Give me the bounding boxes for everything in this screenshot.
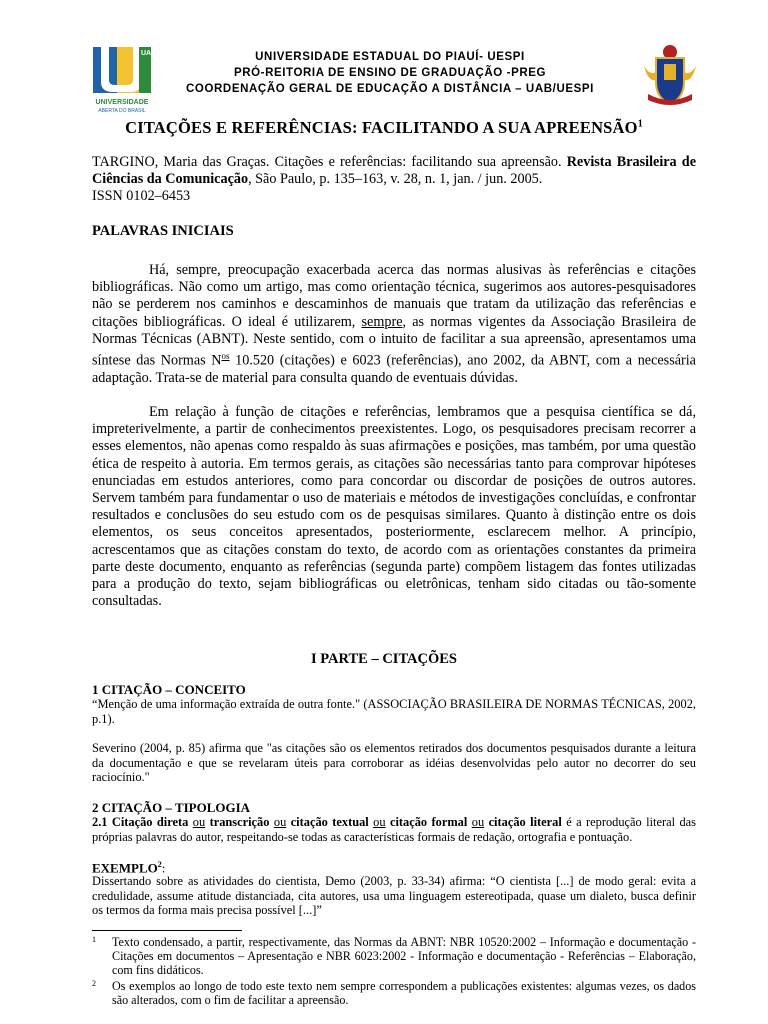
ou-3: ou bbox=[373, 815, 386, 829]
p1-text-a: Há, sempre, preocupação exacerbada acerca das normas alusivas às referências e citações bibliográficas. Não como um artigo, mas como orientação técnica, sugerimos aos autores-pesquisadores não se perderem nos caminhos e descaminhos de manuais que tratam da utilização das referências e citações bibliográficas. O ideal é utilizarem, bbox=[92, 262, 696, 330]
example-text: Dissertando sobre as atividades do cientista, Demo (2003, p. 33-34) afirma: “O cientista [...] de modo geral: evita a credulidade, assume atitude distanciada, cita autores, usa uma linguagem estereotipada, quase um dialeto, busca definir os termos da forma mais precisa possível [...]” bbox=[92, 874, 696, 918]
citation-concept-heading: 1 CITAÇÃO – CONCEITO bbox=[92, 682, 246, 697]
footnote-divider bbox=[92, 930, 242, 931]
term-3: citação textual bbox=[290, 815, 369, 829]
citation-concept-quote: “Menção de uma informação extraída de outra fonte." (ASSOCIAÇÃO BRASILEIRA DE NORMAS TÉCNICAS, 2002, p.1). bbox=[92, 697, 696, 726]
paragraph-2: Em relação à função de citações e referências, lembramos que a pesquisa científica se dá, impreterivelmente, a partir de conhecimentos preexistentes. Logo, os pesquisadores precisam recorrer a esses elementos, não apenas como respaldo às suas afirmações e posições, mas também, por uma questão ética de respeito à autoria. Em termos gerais, as citações são necessárias tanto para comprovar hipóteses enunciadas em estudos anteriores, como para concordar ou discordar de posições de outros autores. Servem também para fundamentar o uso de materiais e métodos de investigações concluídas, e confrontar resultados e conclusões do seu estudo com os de pesquisas similares. Quanto à distinção entre os dois elementos, os seus conceitos apresentados, posteriormente, esclarecem melhor. A princípio, acrescentamos que as citações constam do texto, de acordo com as orientações constantes da primeira parte deste documento, enquanto as referências (segunda parte) compõem listagem das fontes utilizadas para a produção do texto, sejam bibliográficas ou eletrônicas, tenham sido citadas ou tão-somente consultadas. bbox=[92, 404, 696, 610]
p1-sup: os bbox=[221, 351, 230, 362]
example-heading-text: EXEMPLO bbox=[92, 860, 158, 876]
footnote-2-mark: 2 bbox=[92, 979, 96, 988]
definition-rest: é a reprodução literal das próprias palavras do autor, respeitando-se todas as características formais de redação, ortografia e pontuação. bbox=[92, 815, 696, 844]
ou-4: ou bbox=[471, 815, 485, 829]
footnote-1-mark: 1 bbox=[92, 935, 96, 944]
uab-logo-text-1: UNIVERSIDADE bbox=[95, 99, 149, 106]
term-2: transcrição bbox=[209, 815, 270, 829]
uab-logo bbox=[91, 44, 157, 116]
institution-line-2: PRÓ-REITORIA DE ENSINO DE GRADUAÇÃO -PREG bbox=[233, 67, 547, 79]
p1-text-b: , as normas vigentes da Associação Brasileira de Normas Técnicas (ABNT). Neste sentido, com o intuito de facilitar a sua apreensão, apresentamos uma síntese das Normas N bbox=[92, 313, 696, 369]
reference-part-2: , São Paulo, p. 135–163, v. 28, n. 1, jan. / jun. 2005. bbox=[248, 171, 543, 188]
institution-line-1: UNIVERSIDADE ESTADUAL DO PIAUÍ- UESPI bbox=[255, 51, 525, 63]
term-1: 2.1 Citação direta bbox=[92, 815, 189, 829]
footnote-2-text: Os exemplos ao longo de todo este texto nem sempre correspondem a publicações existentes: algumas vezes, os dados são alterados, com o fim de facilitar a apreensão. bbox=[112, 979, 696, 1008]
direct-citation-definition bbox=[92, 815, 696, 844]
p1-underlined: sempre bbox=[361, 313, 403, 330]
severino-quote: Severino (2004, p. 85) afirma que "as citações são os elementos retirados dos documentos pesquisados durante a leitura da documentação e que se revelaram úteis para corroborar as idéias desenvolvidas pelo autor no decorrer do seu raciocínio." bbox=[92, 741, 696, 785]
footnote-1 bbox=[92, 935, 696, 978]
footnote-2 bbox=[92, 979, 696, 1007]
institution-line-3: COORDENAÇÃO GERAL DE EDUCAÇÃO A DISTÂNCIA – UAB/UESPI bbox=[186, 83, 594, 95]
p1-text-c: 10.520 (citações) e 6023 (referências), ano 2002, da ABNT, com a necessária adaptação. Trata-se de material para consulta quando de eventuais dúvidas. bbox=[92, 352, 696, 386]
term-4: citação formal bbox=[389, 815, 468, 829]
title-footnote-mark: 1 bbox=[637, 118, 643, 130]
term-5: citação literal bbox=[488, 815, 562, 829]
document-title bbox=[80, 118, 688, 138]
section-heading-palavras: PALAVRAS INICIAIS bbox=[92, 223, 234, 239]
issn: ISSN 0102–6453 bbox=[92, 188, 191, 204]
uab-logo-text-2: ABERTA DO BRASIL bbox=[98, 108, 146, 114]
part-heading: I PARTE – CITAÇÕES bbox=[311, 651, 457, 667]
example-footnote-mark: 2 bbox=[157, 860, 162, 869]
footnote-1-text: Texto condensado, a partir, respectivamente, das Normas da ABNT: NBR 10520:2002 – Informação e documentação - Citações em documentos – Apresentação e NBR 6023:2002 - Informação e documentação - Referências – Elaboração, com fins didáticos. bbox=[112, 935, 696, 978]
uespi-crest-logo bbox=[640, 42, 700, 108]
paragraph-1 bbox=[92, 262, 696, 387]
example-colon: : bbox=[161, 860, 166, 876]
uab-logo-top-text: UAB bbox=[141, 50, 157, 57]
ou-2: ou bbox=[273, 815, 287, 829]
title-text: CITAÇÕES E REFERÊNCIAS: FACILITANDO A SUA APREENSÃO bbox=[125, 118, 638, 137]
reference-journal: Revista Brasileira de Ciências da Comunicação bbox=[92, 154, 696, 188]
reference-part-1: TARGINO, Maria das Graças. Citações e referências: facilitando sua apreensão. bbox=[92, 154, 567, 170]
ou-1: ou bbox=[192, 815, 206, 829]
bibliographic-reference bbox=[92, 154, 696, 188]
citation-typology-heading: 2 CITAÇÃO – TIPOLOGIA bbox=[92, 800, 251, 815]
